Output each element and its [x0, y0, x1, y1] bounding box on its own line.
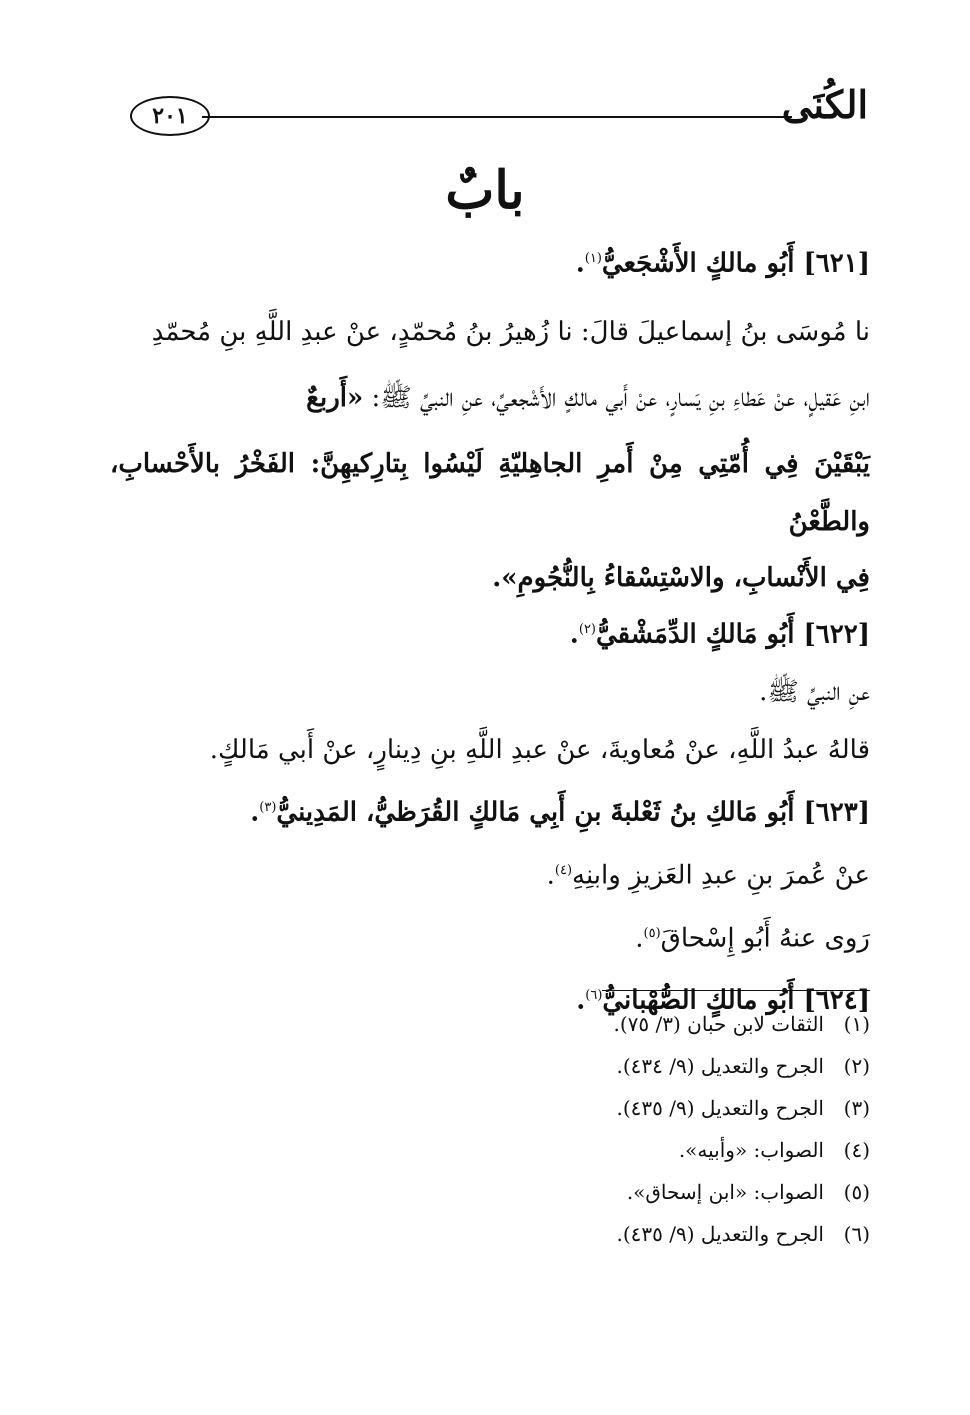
entry-title-text: [٦٢٢] أَبُو مَالكٍ الدِّمَشْقيُّ	[596, 619, 870, 650]
footnote-text: الصواب: «ابن إسحاق».	[626, 1180, 824, 1204]
footnote-text: الجرح والتعديل (٩/ ٤٣٥).	[616, 1222, 824, 1246]
footnote-number: (١)	[843, 1012, 870, 1036]
text-line: قالهُ عبدُ اللَّهِ، عنْ مُعاويةَ، عنْ عبدِ اللَّهِ بنِ دِينارٍ، عنْ أَبي مَالكٍ.	[209, 735, 870, 766]
footnote-text: الجرح والتعديل (٩/ ٤٣٤).	[616, 1054, 824, 1078]
text-line: رَوى عنهُ أَبُو إِسْحاقَ$^{(٥)}$.	[635, 923, 870, 954]
footnote-number: (٦)	[843, 1222, 870, 1246]
footnote-number: (٢)	[843, 1054, 870, 1078]
footnote-ref: (٤)	[554, 862, 573, 878]
text-span: عنْ عُمرَ بنِ عبدِ العَزيزِ وابنِهِ	[572, 860, 870, 891]
hadith-quote: يَبْقَيْنَ فِي أُمّتِي مِنْ أَمرِ الجاهِليّةِ لَيْسُوا بِتارِكيهِنَّ: الفَخْرُ بالأَحْسابِ، والطَّعْنُ	[110, 448, 870, 537]
hadith-quote-end: فِي الأَنْسابِ، والاسْتِسْقاءُ بِالنُّجُومِ».	[492, 562, 870, 593]
footnote-number: (٣)	[843, 1096, 870, 1120]
entry-title-end: .	[250, 797, 260, 828]
running-title: الكُنَى	[781, 82, 868, 127]
footnote	[370, 1220, 870, 1248]
header-rule	[202, 116, 792, 118]
footnote-ref: (٢)	[578, 621, 596, 637]
page-number-oval	[130, 96, 210, 136]
hadith-quote-start: «أَربعٌ	[306, 382, 364, 413]
entry-title-end: .	[576, 985, 586, 1016]
footnote-number: (٥)	[843, 1180, 870, 1204]
footnote-text: الجرح والتعديل (٩/ ٤٣٥).	[616, 1096, 824, 1120]
footnote	[370, 1178, 870, 1206]
footnotes	[370, 1010, 870, 1262]
paragraph-line	[110, 303, 870, 361]
footnote-ref: (٣)	[259, 800, 277, 816]
footnote-ref: (١)	[584, 251, 602, 266]
entry-title-621	[110, 240, 870, 283]
paragraph-line	[110, 435, 870, 551]
footnote-number: (٤)	[843, 1138, 870, 1162]
paragraph-line	[110, 369, 870, 427]
footnote	[370, 1010, 870, 1038]
entry-title-622	[110, 611, 870, 654]
entry-title-623	[110, 789, 870, 832]
footnote-ref: (٦)	[585, 988, 603, 1004]
paragraph-text: ابنِ عَقيلٍ، عنْ عَطاءِ بنِ يَسارٍ، عنْ أَبي مالكٍ الأَشْجعيِّ، عنِ النبيِّ ﷺ:	[371, 382, 870, 413]
entry-title-text: [٦٢١] أَبُو مالكٍ الأَشْجَعيُّ	[601, 248, 870, 279]
footnote	[370, 1094, 870, 1122]
entry-title-end: .	[575, 248, 585, 279]
footnote-rule	[602, 990, 870, 991]
main-text	[110, 240, 870, 1040]
footnote-ref: (٥)	[643, 925, 661, 941]
text-line: عنْ عُمرَ بنِ عبدِ العَزيزِ وابنِهِ$^{(٤)}$.	[546, 860, 870, 891]
page-header	[120, 78, 880, 148]
paragraph-line	[110, 559, 870, 597]
text-span: رَوى عنهُ أَبُو إِسْحاقَ	[660, 923, 870, 954]
entry-title-text: [٦٢٤] أَبُو مالكٍ الصُّهْبانيُّ	[602, 985, 870, 1016]
paragraph-text: نا مُوسَى بنُ إسماعيلَ قالَ: نا زُهيرُ بنُ مُحمّدٍ، عنْ عبدِ اللَّهِ بنِ مُحمّدِ	[151, 316, 870, 347]
section-heading: بابٌ	[445, 160, 525, 221]
footnote	[370, 1052, 870, 1080]
page-number: ٢٠١	[152, 103, 188, 129]
entry-title-end: .	[569, 619, 579, 650]
footnote-text: الصواب: «وأبيه».	[678, 1138, 824, 1162]
text-line: عنِ النبيِّ ﷺ.	[759, 677, 870, 708]
footnote-text: الثقات لابن حبان (٣/ ٧٥).	[613, 1012, 824, 1036]
entry-title-text: [٦٢٣] أَبُو مَالكِ بنُ ثَعْلبةَ بنِ أَبِي مَالكٍ القُرَظيُّ، المَدِينيُّ	[276, 797, 870, 828]
footnote	[370, 1136, 870, 1164]
